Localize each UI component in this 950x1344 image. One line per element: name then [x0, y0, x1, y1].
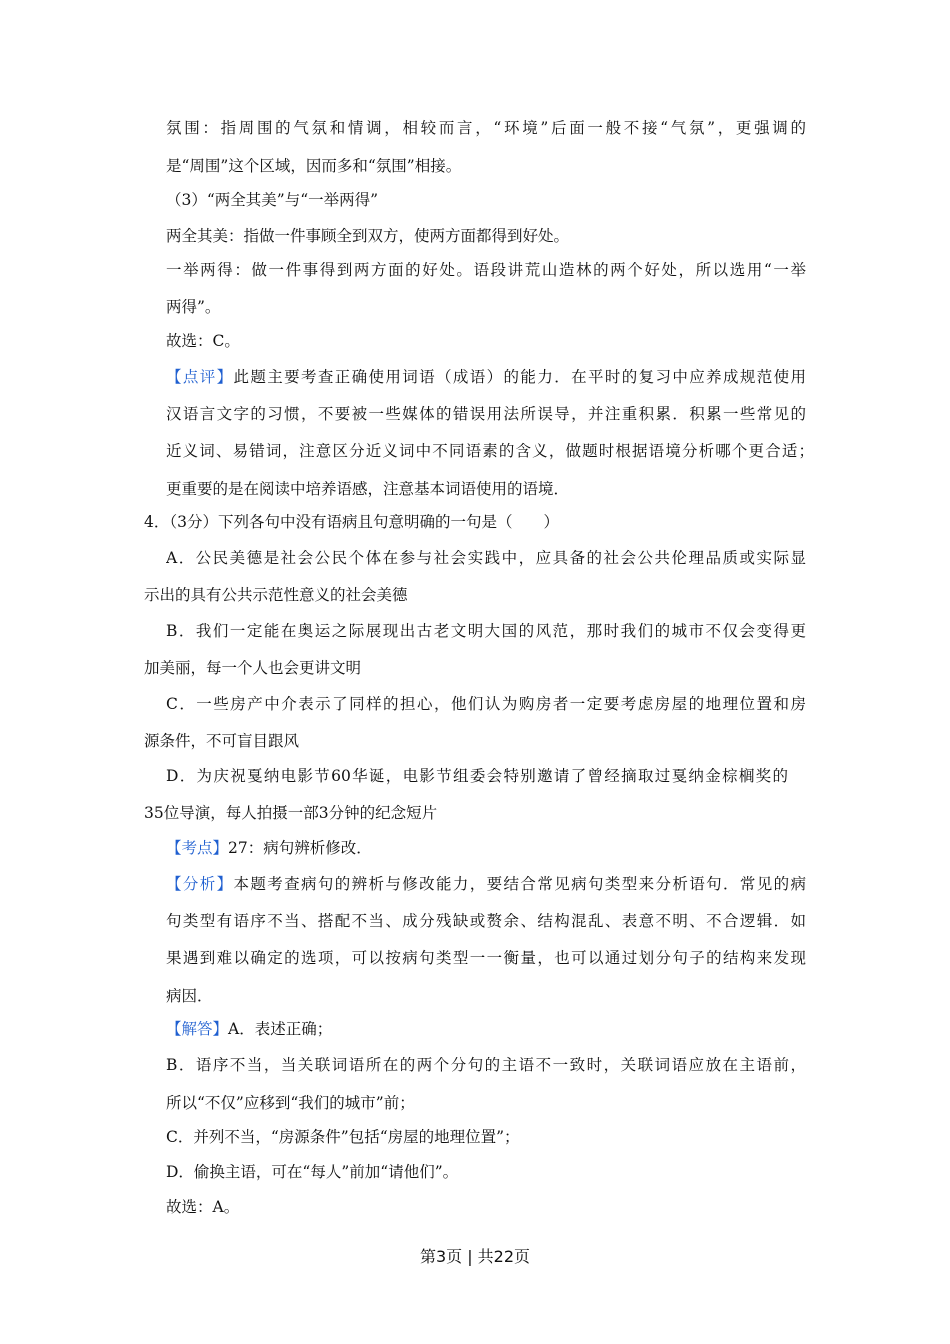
- text-line: B．语序不当，当关联词语所在的两个分句的主语不一致时，关联词语应放在主语前，: [166, 1056, 806, 1074]
- text-line: 氛围：指周围的气氛和情调，相较而言，“环境”后面一般不接“气氛”，更强调的: [166, 119, 806, 137]
- text-line: 两全其美：指做一件事顾全到双方，使两方面都得到好处。: [166, 227, 570, 245]
- text-line: 是“周围”这个区域，因而多和“氛围”相接。: [166, 157, 462, 175]
- option-b: B．我们一定能在奥运之际展现出古老文明大国的风范，那时我们的城市不仅会变得更: [166, 622, 806, 640]
- text-line: 两得”。: [166, 298, 221, 316]
- comment-line: [166, 367, 806, 387]
- text-line: 故选：A。: [166, 1198, 240, 1216]
- analysis-line: [166, 874, 806, 894]
- option-a-cont: 示出的具有公共示范性意义的社会美德: [144, 586, 408, 604]
- option-d-cont: 35位导演，每人拍摄一部3分钟的纪念短片: [144, 804, 438, 822]
- option-c-cont: 源条件，不可盲目跟风: [144, 732, 300, 750]
- text-line: 一举两得：做一件事得到两方面的好处。语段讲荒山造林的两个好处，所以选用“一举: [166, 261, 806, 279]
- comment-tag: 【点评】: [166, 368, 234, 386]
- analysis-tag: 【分析】: [166, 875, 234, 893]
- text-line: D．偷换主语，可在“每人”前加“请他们”。: [166, 1163, 459, 1181]
- option-d: D．为庆祝戛纳电影节60华诞，电影节组委会特别邀请了曾经摘取过戛纳金棕榈奖的: [166, 767, 788, 785]
- text-line: 汉语言文字的习惯，不要被一些媒体的错误用法所误导，并注重积累．积累一些常见的: [166, 405, 806, 423]
- option-a: A．公民美德是社会公民个体在参与社会实践中，应具备的社会公共伦理品质或实际显: [166, 549, 806, 567]
- text-line: 此题主要考查正确使用词语（成语）的能力．在平时的复习中应养成规范使用: [233, 368, 806, 386]
- text-line: 果遇到难以确定的选项，可以按病句类型一一衡量，也可以通过划分句子的结构来发现: [166, 949, 806, 967]
- point-line: [166, 838, 372, 858]
- page-footer: 第3页 | 共22页: [419, 1247, 531, 1266]
- text-line: C．并列不当，“房源条件”包括“房屋的地理位置”；: [166, 1128, 520, 1146]
- answer-line: [166, 1019, 332, 1039]
- point-tag: 【考点】: [166, 839, 229, 857]
- text-line: A．表述正确；: [228, 1020, 333, 1038]
- option-c: C．一些房产中介表示了同样的担心，他们认为购房者一定要考虑房屋的地理位置和房: [166, 695, 806, 713]
- text-line: 更重要的是在阅读中培养语感，注意基本词语使用的语境．: [166, 480, 570, 498]
- text-line: 27：病句辨析修改．: [228, 839, 372, 857]
- text-line: 故选：C。: [166, 332, 240, 350]
- question-title: 4．（3分）下列各句中没有语病且句意明确的一句是（ ）: [144, 513, 559, 531]
- text-line: （3）“两全其美”与“一举两得”: [166, 191, 379, 209]
- text-line: 近义词、易错词，注意区分近义词中不同语素的含义，做题时根据语境分析哪个更合适；: [166, 442, 814, 460]
- answer-tag: 【解答】: [166, 1020, 229, 1038]
- text-line: 病因．: [166, 987, 213, 1005]
- text-line: 句类型有语序不当、搭配不当、成分残缺或赘余、结构混乱、表意不明、不合逻辑．如: [166, 912, 806, 930]
- option-b-cont: 加美丽，每一个人也会更讲文明: [144, 659, 362, 677]
- text-line: 本题考查病句的辨析与修改能力，要结合常见病句类型来分析语句．常见的病: [233, 875, 806, 893]
- text-line: 所以“不仅”应移到“我们的城市”前；: [166, 1094, 415, 1112]
